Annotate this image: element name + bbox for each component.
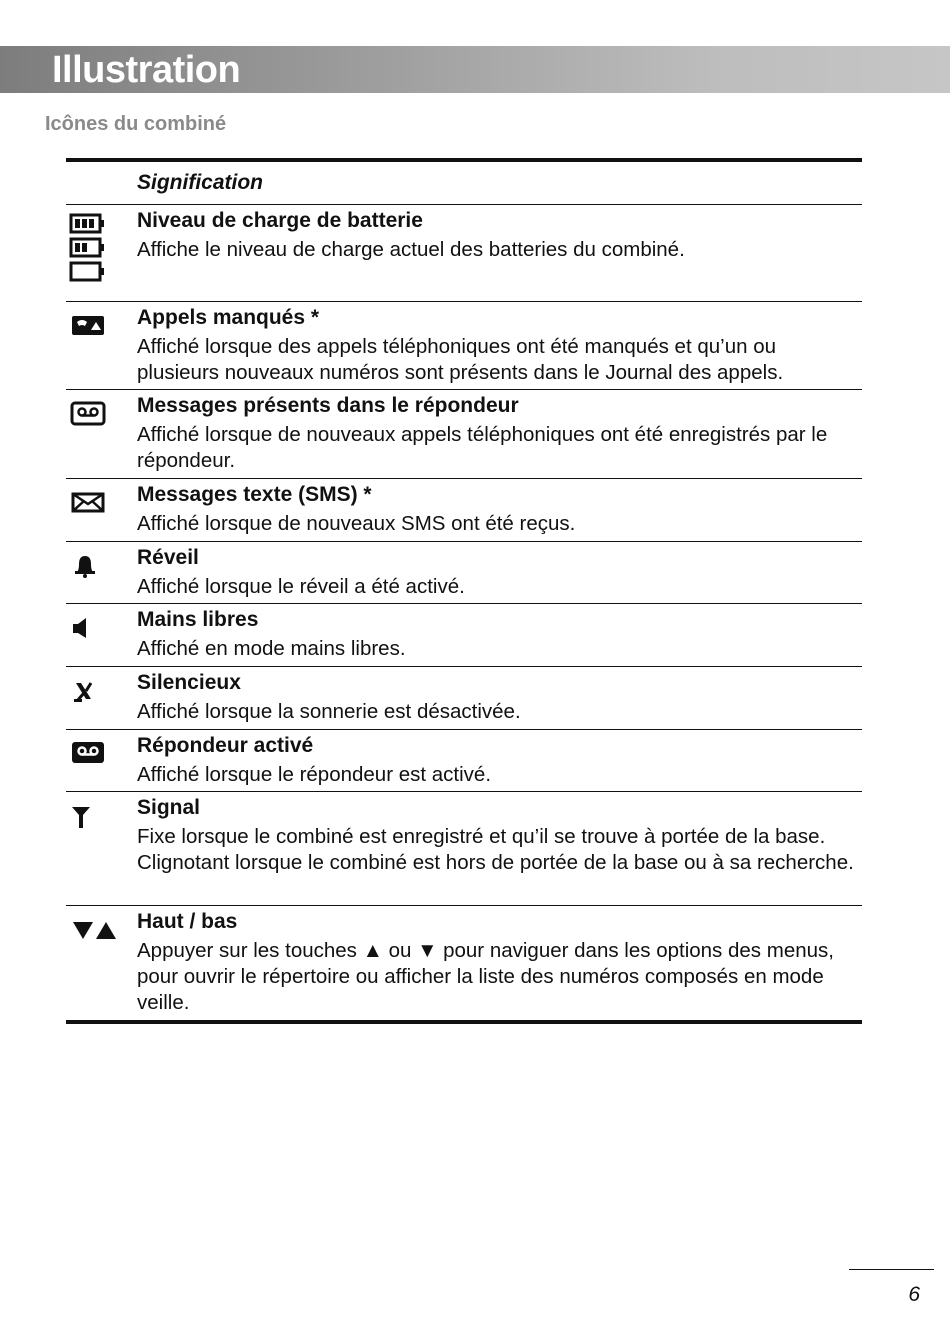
table-row [66, 667, 862, 730]
section-title: Icônes du combiné [45, 113, 227, 135]
row-title: Messages présents dans le répondeur [137, 394, 519, 417]
row-description: Fixe lorsque le combiné est enregistré et qu’il se trouve à portée de la base. Clignotant lorsque le combiné est hors de portée de la base ou à sa recherche. [137, 825, 854, 874]
header-band [0, 46, 950, 93]
row-description: Affiché lorsque de nouveaux SMS ont été reçus. [137, 512, 576, 535]
up-down-arrows-icon [68, 918, 128, 942]
speaker-icon [68, 616, 128, 640]
row-description: Affiché lorsque la sonnerie est désactivée. [137, 700, 521, 723]
row-title: Appels manqués * [137, 306, 320, 329]
row-title: Haut / bas [137, 910, 238, 933]
row-title: Réveil [137, 546, 199, 569]
page-title: Illustration [52, 49, 241, 91]
row-description: Affiché lorsque des appels téléphoniques ont été manqués et qu’un ou plusieurs nouveaux numéros sont présents dans le Journal des appels. [137, 335, 784, 384]
column-header-signification: Signification [137, 171, 263, 194]
envelope-icon [68, 491, 128, 515]
footer-rule [849, 1269, 934, 1270]
table-row [66, 479, 862, 542]
row-title: Silencieux [137, 671, 241, 694]
bell-icon [68, 552, 128, 578]
icons-table [66, 158, 862, 1024]
row-description: Affiche le niveau de charge actuel des batteries du combiné. [137, 238, 685, 261]
row-title: Répondeur activé [137, 734, 314, 757]
antenna-icon [68, 804, 128, 830]
missed-calls-icon [68, 314, 128, 338]
table-row [66, 302, 862, 390]
row-title: Messages texte (SMS) * [137, 483, 372, 506]
row-title: Niveau de charge de batterie [137, 209, 423, 232]
page-number: 6 [908, 1283, 920, 1306]
table-row [66, 390, 862, 479]
table-row [66, 604, 862, 667]
table-row [66, 205, 862, 302]
answering-machine-messages-icon [68, 401, 128, 427]
row-description: Affiché en mode mains libres. [137, 637, 406, 660]
table-row [66, 906, 862, 1020]
row-description: Affiché lorsque de nouveaux appels téléphoniques ont été enregistrés par le répondeur. [137, 423, 828, 472]
answering-machine-on-icon [68, 740, 128, 766]
battery-icon [68, 213, 128, 285]
table-row [66, 792, 862, 906]
row-title: Signal [137, 796, 201, 819]
table-row [66, 730, 862, 792]
table-header-row [66, 162, 862, 205]
table-row [66, 542, 862, 604]
row-description: Affiché lorsque le réveil a été activé. [137, 575, 465, 598]
ringer-off-icon [68, 679, 128, 705]
row-description: Appuyer sur les touches ▲ ou ▼ pour naviguer dans les options des menus, pour ouvrir le répertoire ou afficher la liste des numéros composés en mode veille. [137, 939, 834, 1014]
row-title: Mains libres [137, 608, 259, 631]
row-description: Affiché lorsque le répondeur est activé. [137, 763, 492, 786]
